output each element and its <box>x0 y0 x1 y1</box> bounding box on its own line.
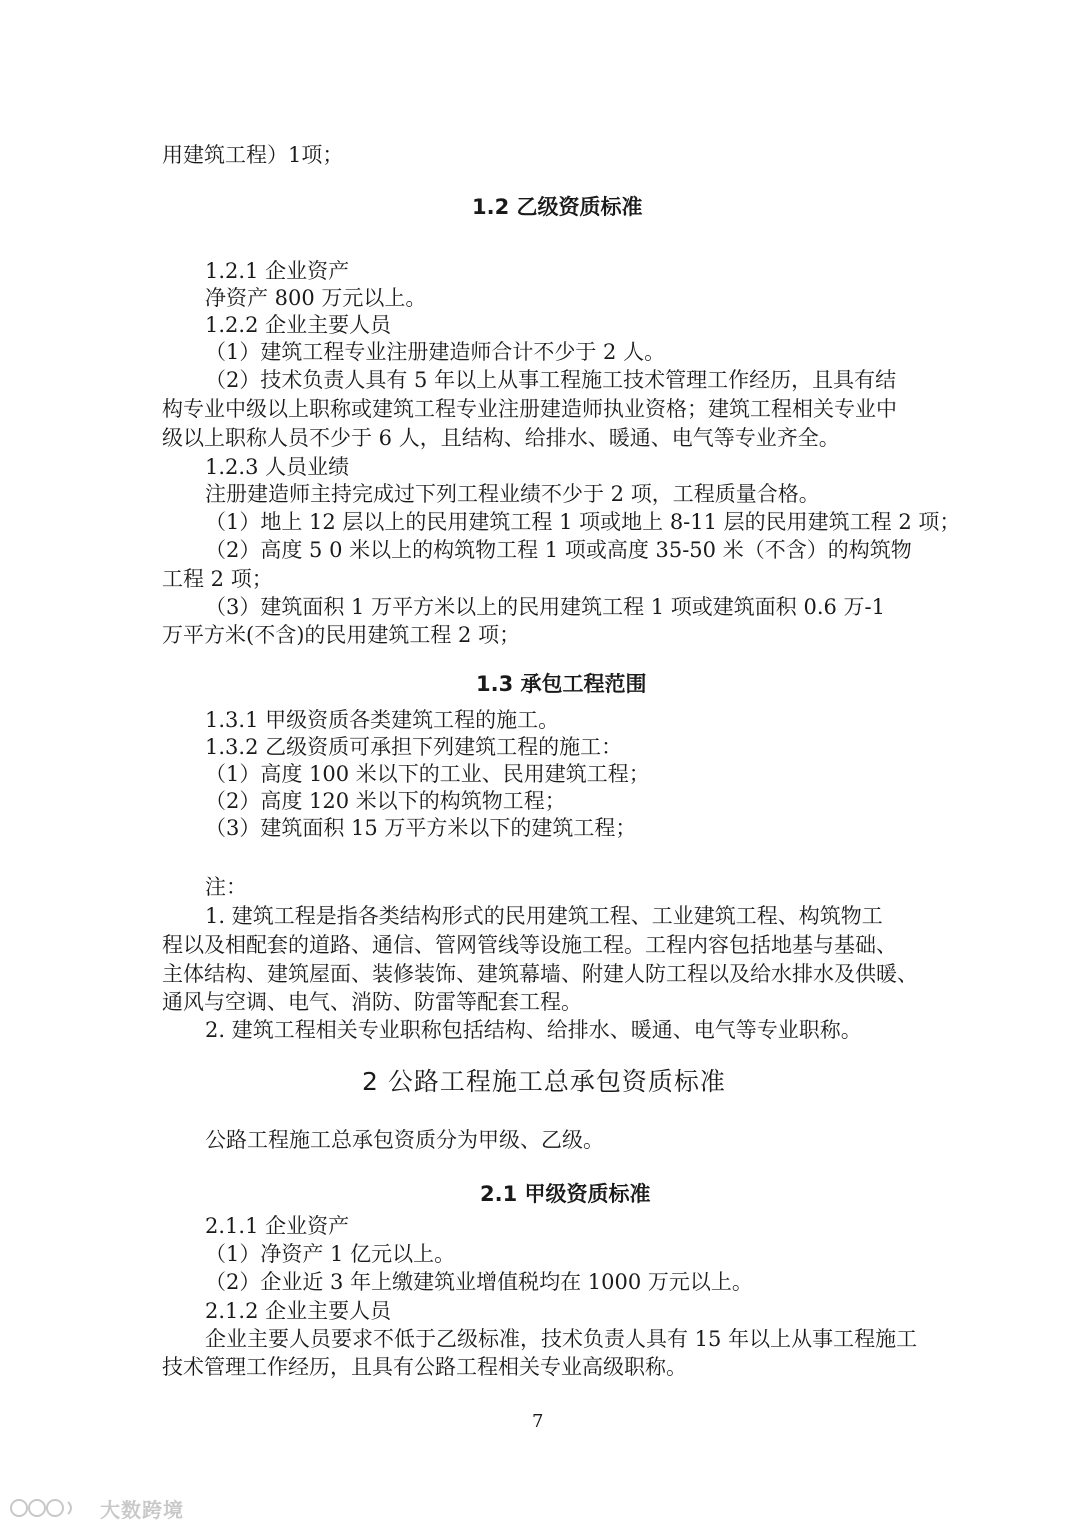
text-line: 构专业中级以上职称或建筑工程专业注册建造师执业资格；建筑工程相关专业中 <box>162 397 897 421</box>
text-line: 1.2.3 人员业绩 <box>205 455 350 479</box>
text-line: 工程 2 项； <box>162 567 273 591</box>
text-line: 1.2.1 企业资产 <box>205 259 350 283</box>
section-heading-1-2: 1.2 乙级资质标准 <box>472 195 643 219</box>
text-line: （3）建筑面积 1 万平方米以上的民用建筑工程 1 项或建筑面积 0.6 万-1 <box>205 595 885 619</box>
text-line: 2.1.2 企业主要人员 <box>205 1299 392 1323</box>
text-line: 级以上职称人员不少于 6 人，且结构、给排水、暖通、电气等专业齐全。 <box>162 426 840 450</box>
watermark-logo-icon <box>8 1496 94 1520</box>
text-line: 净资产 800 万元以上。 <box>205 286 427 310</box>
text-line: 1.3.1 甲级资质各类建筑工程的施工。 <box>205 708 560 732</box>
text-line: （3）建筑面积 15 万平方米以下的建筑工程； <box>205 816 637 840</box>
text-line: 1.3.2 乙级资质可承担下列建筑工程的施工： <box>205 735 623 759</box>
section-heading-2-1: 2.1 甲级资质标准 <box>480 1182 651 1206</box>
text-line: （2）技术负责人具有 5 年以上从事工程施工技术管理工作经历，且具有结 <box>205 368 897 392</box>
text-line: （1）地上 12 层以上的民用建筑工程 1 项或地上 8-11 层的民用建筑工程 2 项； <box>205 510 961 534</box>
page-number: 7 <box>532 1411 544 1432</box>
text-line: 通风与空调、电气、消防、防雷等配套工程。 <box>162 990 582 1014</box>
text-line: （2）高度 5 0 米以上的构筑物工程 1 项或高度 35-50 米（不含）的构筑物 <box>205 538 912 562</box>
text-line: 用建筑工程）1项； <box>162 143 344 167</box>
text-line: 2.1.1 企业资产 <box>205 1214 350 1238</box>
text-line: （1）净资产 1 亿元以上。 <box>205 1242 456 1266</box>
text-line: 1. 建筑工程是指各类结构形式的民用建筑工程、工业建筑工程、构筑物工 <box>205 904 883 928</box>
text-line: （2）企业近 3 年上缴建筑业增值税均在 1000 万元以上。 <box>205 1270 753 1294</box>
text-line: 注册建造师主持完成过下列工程业绩不少于 2 项，工程质量合格。 <box>205 482 820 506</box>
text-line: 企业主要人员要求不低于乙级标准，技术负责人具有 15 年以上从事工程施工 <box>205 1327 918 1351</box>
text-line: 1.2.2 企业主要人员 <box>205 313 392 337</box>
text-line: （1）建筑工程专业注册建造师合计不少于 2 人。 <box>205 340 666 364</box>
text-line: 技术管理工作经历，且具有公路工程相关专业高级职称。 <box>162 1355 687 1379</box>
text-line: （2）高度 120 米以下的构筑物工程； <box>205 789 566 813</box>
text-line: 2. 建筑工程相关专业职称包括结构、给排水、暖通、电气等专业职称。 <box>205 1018 862 1042</box>
text-line: 主体结构、建筑屋面、装修装饰、建筑幕墙、附建人防工程以及给水排水及供暖、 <box>162 962 918 986</box>
text-line: （1）高度 100 米以下的工业、民用建筑工程； <box>205 762 650 786</box>
text-line: 公路工程施工总承包资质分为甲级、乙级。 <box>205 1128 604 1152</box>
watermark <box>8 1494 184 1522</box>
text-line: 程以及相配套的道路、通信、管网管线等设施工程。工程内容包括地基与基础、 <box>162 933 897 957</box>
text-line: 万平方米(不含)的民用建筑工程 2 项； <box>162 623 521 647</box>
note-label: 注： <box>205 875 247 899</box>
watermark-text: 大数跨境 <box>100 1497 184 1522</box>
chapter-heading-2: 2 公路工程施工总承包资质标准 <box>362 1067 726 1096</box>
section-heading-1-3: 1.3 承包工程范围 <box>476 672 647 696</box>
